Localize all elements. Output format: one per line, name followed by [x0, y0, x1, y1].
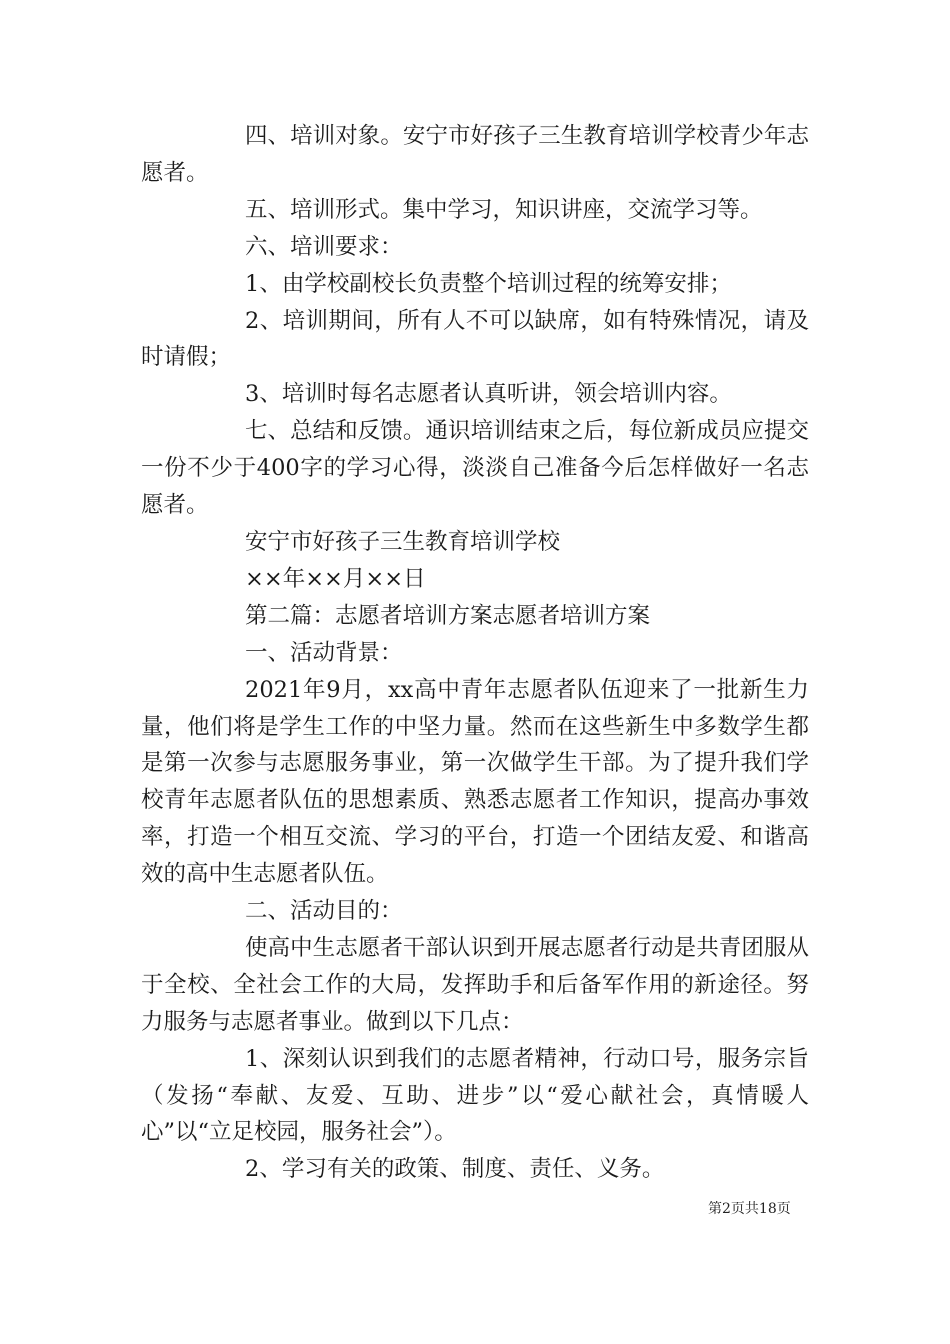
heading-activity-background: 一、活动背景： — [245, 639, 403, 666]
paragraph-training-requirements-heading: 六、培训要求： — [245, 233, 403, 260]
signature-date: ××年××月××日 — [245, 565, 426, 592]
paragraph-purpose-point-1: 1、深刻认识到我们的志愿者精神，行动口号，服务宗旨（发扬“奉献、友爱、互助、进步”以“爱心献社会，真情暖人心”以“立足校园，服务社会”）。 — [141, 1045, 809, 1146]
paragraph-requirement-3: 3、培训时每名志愿者认真听讲，领会培训内容。 — [245, 381, 732, 408]
paragraph-purpose-point-2: 2、学习有关的政策、制度、责任、义务。 — [245, 1156, 665, 1183]
signature-school-name: 安宁市好孩子三生教育培训学校 — [245, 528, 561, 555]
paragraph-training-target: 四、培训对象。安宁市好孩子三生教育培训学校青少年志愿者。 — [141, 123, 809, 186]
page-number-footer: 第2页共18页 — [708, 1201, 791, 1217]
paragraph-requirement-1: 1、由学校副校长负责整个培训过程的统筹安排； — [245, 270, 732, 297]
document-body — [141, 118, 809, 1188]
paragraph-summary-feedback: 七、总结和反馈。通识培训结束之后，每位新成员应提交一份不少于400字的学习心得，淡淡自己准备今后怎样做好一名志愿者。 — [141, 418, 809, 519]
paragraph-training-format: 五、培训形式。集中学习，知识讲座，交流学习等。 — [245, 196, 763, 223]
paragraph-activity-background: 2021年9月，xx高中青年志愿者队伍迎来了一批新生力量，他们将是学生工作的中坚力量。然而在这些新生中多数学生都是第一次参与志愿服务事业，第一次做学生干部。为了提升我们学校青年志愿者队伍的思想素质、熟悉志愿者工作知识，提高办事效率，打造一个相互交流、学习的平台，打造一个团结友爱、和谐高效的高中生志愿者队伍。 — [141, 676, 809, 888]
heading-activity-purpose: 二、活动目的： — [245, 898, 403, 925]
paragraph-requirement-2: 2、培训期间，所有人不可以缺席，如有特殊情况，请及时请假； — [141, 307, 809, 371]
section-title-part-two: 第二篇：志愿者培训方案志愿者培训方案 — [245, 602, 651, 629]
paragraph-activity-purpose: 使高中生志愿者干部认识到开展志愿者行动是共青团服从于全校、全社会工作的大局，发挥助手和后备军作用的新途径。努力服务与志愿者事业。做到以下几点： — [141, 934, 809, 1035]
